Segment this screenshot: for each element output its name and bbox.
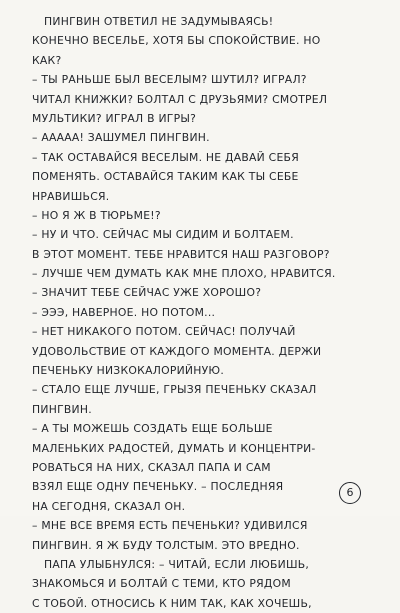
text-line: С ТОБОЙ. ОТНОСИСЬ К НИМ ТАК, КАК ХОЧЕШЬ, bbox=[32, 596, 312, 610]
text-line: ЧИТАЛ КНИЖКИ? БОЛТАЛ С ДРУЗЬЯМИ? СМОТРЕЛ bbox=[32, 92, 328, 106]
text-line: ПОМЕНЯТЬ. ОСТАВАЙСЯ ТАКИМ КАК ТЫ СЕБЕ bbox=[32, 170, 299, 184]
text-line: – ЗНАЧИТ ТЕБЕ СЕЙЧАС УЖЕ ХОРОШО? bbox=[32, 286, 262, 300]
text-line: ЗНАКОМЬСЯ И БОЛТАЙ С ТЕМИ, КТО РЯДОМ bbox=[32, 577, 291, 591]
text-line: ПИНГВИН. bbox=[32, 402, 92, 416]
text-line: – А ТЫ МОЖЕШЬ СОЗДАТЬ ЕЩЕ БОЛЬШЕ bbox=[32, 422, 273, 436]
text-line: – ААААА! ЗАШУМЕЛ ПИНГВИН. bbox=[32, 131, 210, 145]
handwritten-text bbox=[32, 12, 382, 613]
text-line: НРАВИШЬСЯ. bbox=[32, 189, 110, 203]
text-line: – СТАЛО ЕЩЕ ЛУЧШЕ, ГРЫЗЯ ПЕЧЕНЬКУ СКАЗАЛ bbox=[32, 383, 317, 397]
text-line: – НЕТ НИКАКОГО ПОТОМ. СЕЙЧАС! ПОЛУЧАЙ bbox=[32, 325, 296, 339]
text-line: – ТАК ОСТАВАЙСЯ ВЕСЕЛЫМ. НЕ ДАВАЙ СЕБЯ bbox=[32, 150, 299, 164]
text-line: ПИНГВИН ОТВЕТИЛ НЕ ЗАДУМЫВАЯСЬ! bbox=[44, 15, 274, 28]
text-line: КОНЕЧНО ВЕСЕЛЬЕ, ХОТЯ БЫ СПОКОЙСТВИЕ. НО bbox=[32, 34, 321, 48]
text-line: – МНЕ ВСЕ ВРЕМЯ ЕСТЬ ПЕЧЕНЬКИ? УДИВИЛСЯ bbox=[32, 519, 308, 533]
page-number: 6 bbox=[339, 482, 361, 504]
text-line: НА СЕГОДНЯ, СКАЗАЛ ОН. bbox=[32, 499, 186, 513]
text-line: ПИНГВИН. Я Ж БУДУ ТОЛСТЫМ. ЭТО ВРЕДНО. bbox=[32, 538, 300, 552]
text-line: МУЛЬТИКИ? ИГРАЛ В ИГРЫ? bbox=[32, 111, 197, 125]
text-line: ВЗЯЛ ЕЩЕ ОДНУ ПЕЧЕНЬКУ. – ПОСЛЕДНЯЯ bbox=[32, 480, 284, 494]
text-line: МАЛЕНЬКИХ РАДОСТЕЙ, ДУМАТЬ И КОНЦЕНТРИ- bbox=[32, 441, 316, 455]
text-line: – ЭЭЭ, НАВЕРНОЕ. НО ПОТОМ... bbox=[32, 305, 216, 319]
text-line: УДОВОЛЬСТВИЕ ОТ КАЖДОГО МОМЕНТА. ДЕРЖИ bbox=[32, 344, 322, 358]
text-line: КАК? bbox=[32, 53, 62, 67]
text-line: – НУ И ЧТО. СЕЙЧАС МЫ СИДИМ И БОЛТАЕМ. bbox=[32, 228, 294, 242]
text-line: ПАПА УЛЫБНУЛСЯ: – ЧИТАЙ, ЕСЛИ ЛЮБИШЬ, bbox=[44, 557, 310, 571]
text-line: – НО Я Ж В ТЮРЬМЕ!? bbox=[32, 208, 161, 222]
text-line: РОВАТЬСЯ НА НИХ, СКАЗАЛ ПАПА И САМ bbox=[32, 460, 271, 474]
text-line: ПЕЧЕНЬКУ НИЗКОКАЛОРИЙНУЮ. bbox=[32, 364, 225, 378]
text-line: – ЛУЧШЕ ЧЕМ ДУМАТЬ КАК МНЕ ПЛОХО, НРАВИТСЯ. bbox=[32, 267, 336, 281]
text-line: – ТЫ РАНЬШЕ БЫЛ ВЕСЕЛЫМ? ШУТИЛ? ИГРАЛ? bbox=[32, 73, 307, 87]
text-line: В ЭТОТ МОМЕНТ. ТЕБЕ НРАВИТСЯ НАШ РАЗГОВОР? bbox=[32, 247, 330, 261]
